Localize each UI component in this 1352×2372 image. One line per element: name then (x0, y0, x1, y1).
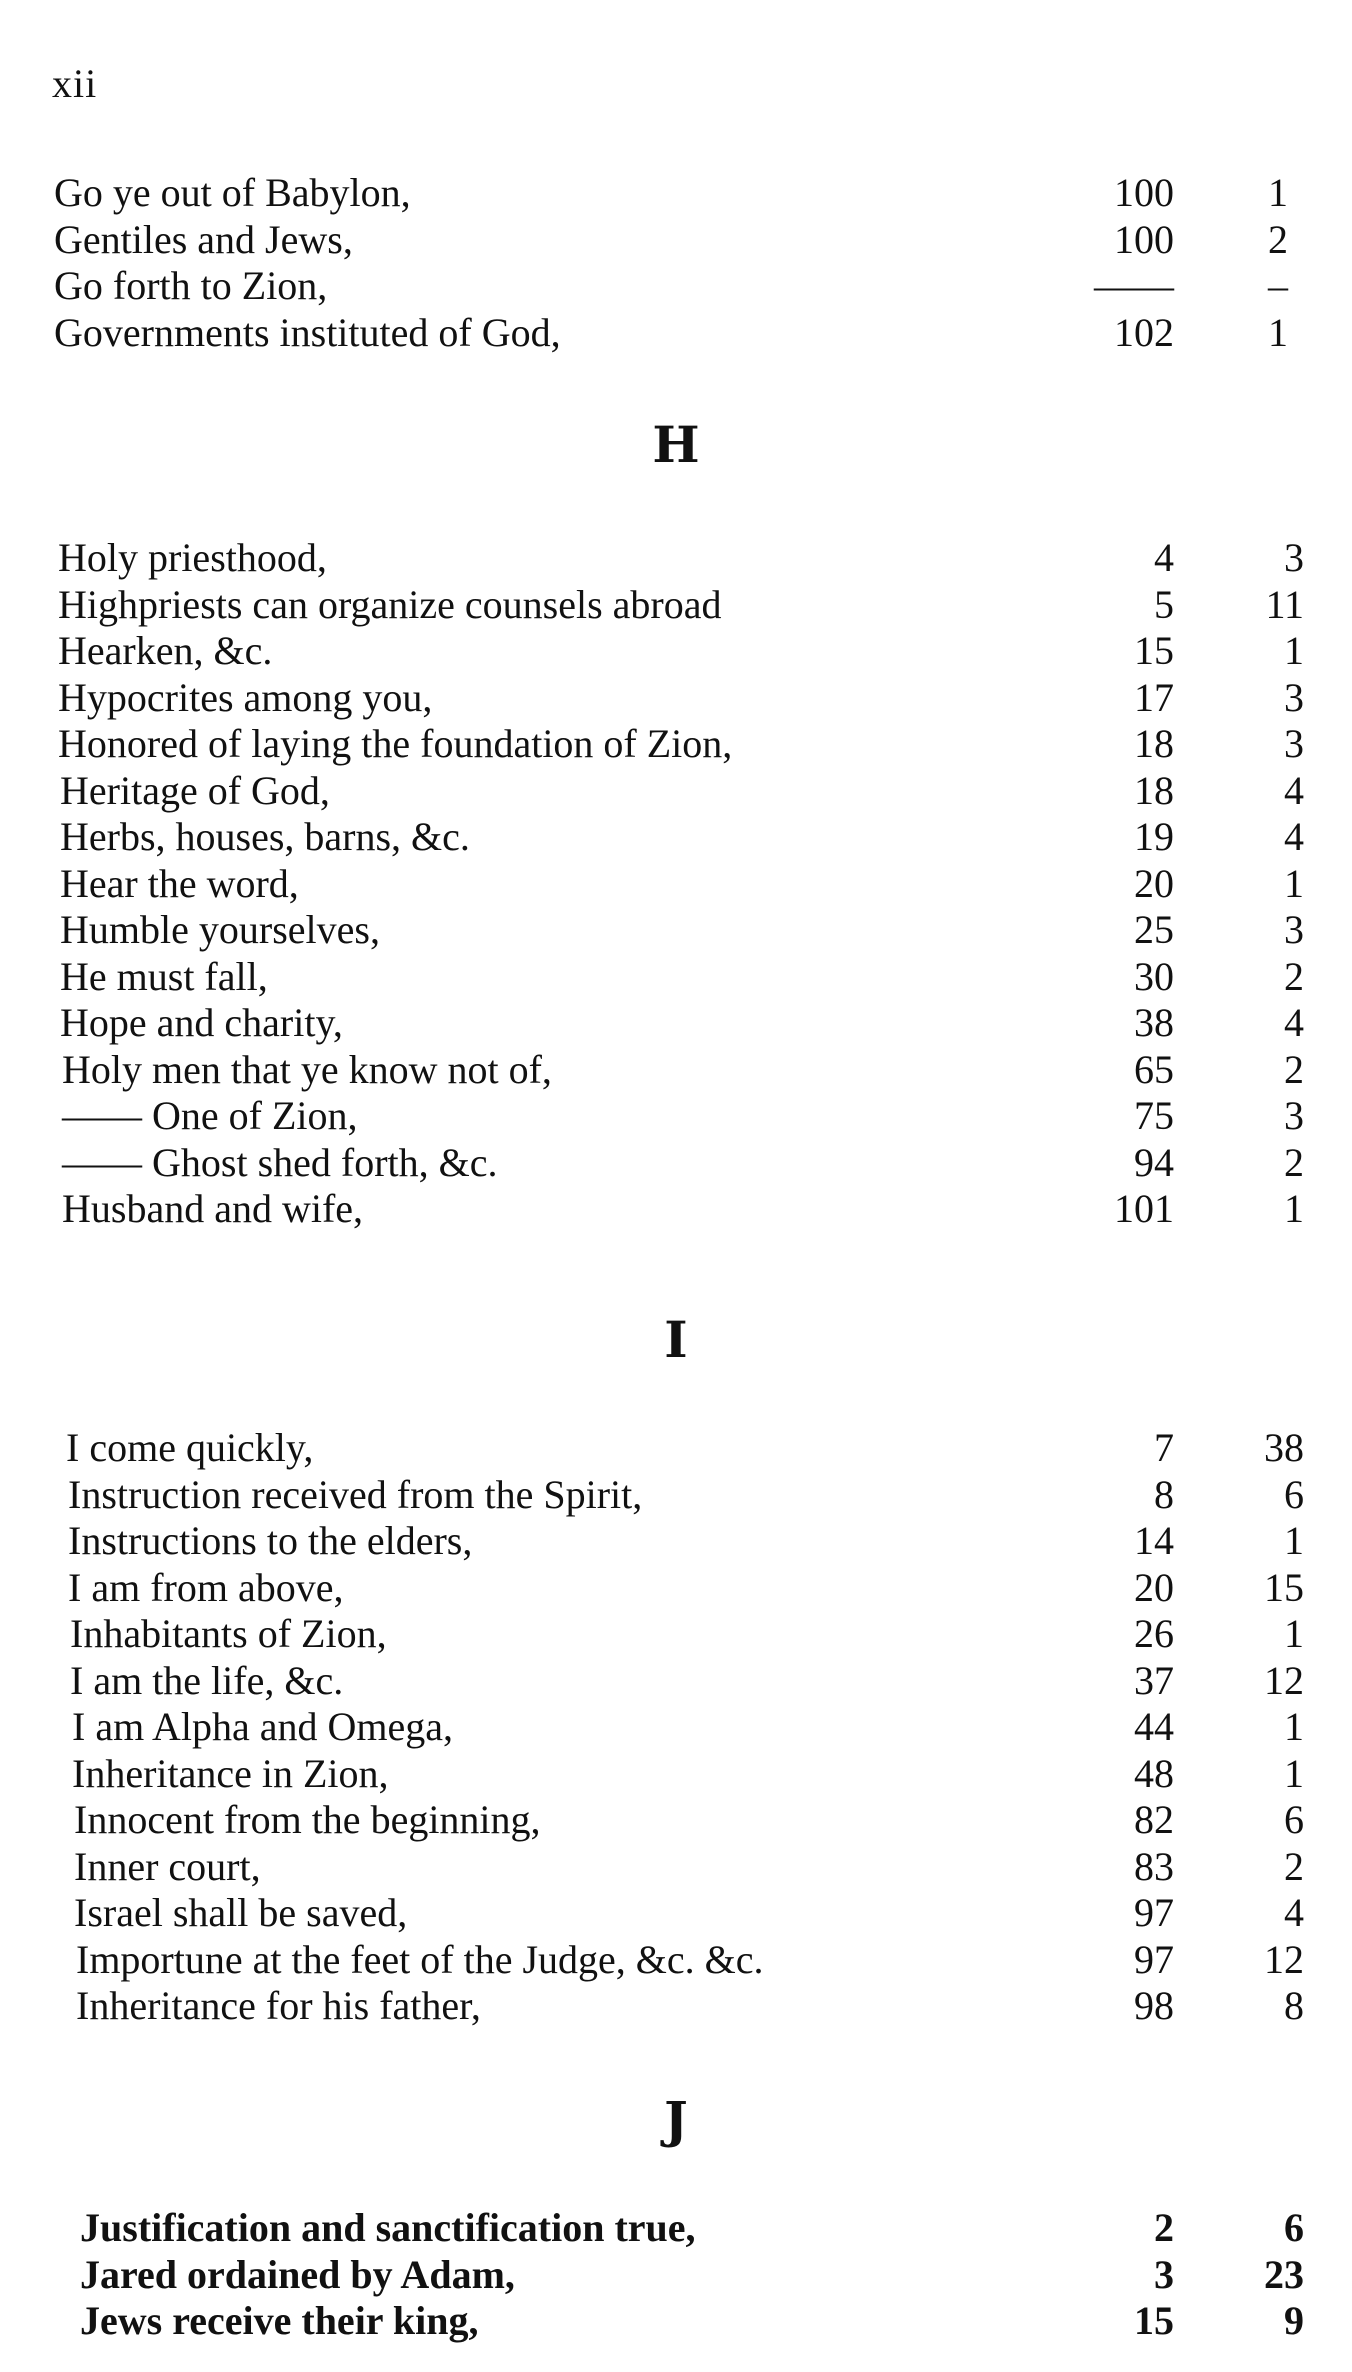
index-entry (0, 2252, 1352, 2299)
index-entry (0, 1937, 1352, 1984)
entry-verse: 3 (1284, 907, 1304, 952)
entry-page: 37 (1134, 1657, 1174, 1703)
section-heading-i: I (664, 1310, 688, 1369)
entry-text: Hearken, &c. (58, 628, 273, 673)
entry-page: 19 (1134, 814, 1174, 859)
entry-text: Go ye out of Babylon, (54, 170, 411, 215)
entry-verse: 1 (1268, 309, 1288, 355)
entry-page: 25 (1134, 907, 1174, 952)
entry-text: Jews receive their king, (80, 2298, 479, 2343)
entry-text: Jared ordained by Adam, (80, 2251, 515, 2297)
index-entry (0, 535, 1352, 582)
page-number: xii (52, 61, 98, 106)
entry-page: 97 (1134, 1890, 1174, 1935)
entry-verse: 6 (1284, 1471, 1304, 1517)
entry-verse: 3 (1284, 535, 1304, 580)
entry-text: Hope and charity, (60, 1000, 343, 1045)
entry-page: 3 (1154, 2251, 1174, 2297)
entry-verse: 2 (1268, 216, 1288, 262)
entry-verse: 12 (1264, 1657, 1304, 1703)
entry-page: 100 (1114, 216, 1174, 262)
index-entry (0, 1093, 1352, 1140)
index-entry (0, 1472, 1352, 1519)
entry-verse: 38 (1264, 1425, 1304, 1470)
entry-text: I am Alpha and Omega, (72, 1704, 453, 1749)
entry-text: —— Ghost shed forth, &c. (62, 1139, 498, 1185)
entry-text: I come quickly, (66, 1425, 314, 1470)
entry-page: 2 (1154, 2205, 1174, 2250)
entry-page: 30 (1134, 953, 1174, 999)
entry-verse: 9 (1284, 2298, 1304, 2343)
entry-verse: 15 (1264, 1564, 1304, 1610)
index-entry (0, 861, 1352, 908)
entry-page: 97 (1134, 1936, 1174, 1982)
entry-page: 83 (1134, 1843, 1174, 1889)
index-entry (0, 1000, 1352, 1047)
entry-verse: 23 (1264, 2251, 1304, 2297)
index-entry (0, 628, 1352, 675)
entry-page: 5 (1154, 581, 1174, 627)
entry-page: 15 (1134, 2298, 1174, 2343)
index-entry (0, 217, 1352, 264)
entry-page: 18 (1134, 767, 1174, 813)
entry-verse: 4 (1284, 1000, 1304, 1045)
index-entry (0, 1983, 1352, 2030)
entry-page: 101 (1114, 1186, 1174, 1231)
entry-page: —— (1094, 263, 1174, 308)
index-entry (0, 1140, 1352, 1187)
entry-page: 100 (1114, 170, 1174, 215)
entry-text: Hear the word, (60, 860, 299, 906)
entry-text: Inheritance for his father, (76, 1983, 481, 2028)
entry-verse: 4 (1284, 1890, 1304, 1935)
entry-verse: 6 (1284, 1797, 1304, 1842)
entry-text: Inheritance in Zion, (72, 1750, 389, 1796)
entry-text: Instruction received from the Spirit, (68, 1471, 643, 1517)
entry-verse: 2 (1284, 1046, 1304, 1092)
entry-page: 82 (1134, 1797, 1174, 1842)
entry-page: 20 (1134, 860, 1174, 906)
entry-text: Inner court, (74, 1843, 261, 1889)
entry-page: 102 (1114, 309, 1174, 355)
entry-page: 65 (1134, 1046, 1174, 1092)
entry-page: 18 (1134, 721, 1174, 766)
entry-verse: 1 (1284, 628, 1304, 673)
entry-verse: 1 (1284, 1750, 1304, 1796)
section-heading-j: J (664, 2090, 688, 2149)
index-entry (0, 1751, 1352, 1798)
index-entry (0, 582, 1352, 629)
entry-verse: 2 (1284, 1139, 1304, 1185)
index-entry (0, 954, 1352, 1001)
index-entry (0, 814, 1352, 861)
entry-verse: 2 (1284, 1843, 1304, 1889)
entry-text: Israel shall be saved, (74, 1890, 408, 1935)
index-entry (0, 170, 1352, 217)
entry-text: Holy priesthood, (58, 535, 327, 580)
entry-page: 8 (1154, 1471, 1174, 1517)
entry-page: 94 (1134, 1139, 1174, 1185)
entry-verse: 12 (1264, 1936, 1304, 1982)
section-g (0, 170, 1352, 356)
entry-verse: 1 (1268, 170, 1288, 215)
entry-page: 75 (1134, 1093, 1174, 1138)
entry-page: 48 (1134, 1750, 1174, 1796)
entry-text: Justification and sanctification true, (80, 2205, 696, 2250)
index-entry (0, 675, 1352, 722)
entry-verse: 6 (1284, 2205, 1304, 2250)
entry-text: Herbs, houses, barns, &c. (60, 814, 470, 859)
entry-verse: 3 (1284, 721, 1304, 766)
entry-verse: 3 (1284, 1093, 1304, 1138)
entry-verse: 1 (1284, 1518, 1304, 1563)
index-entry (0, 1565, 1352, 1612)
section-j (0, 2205, 1352, 2345)
index-entry (0, 1186, 1352, 1233)
entry-text: Highpriests can organize counsels abroad (58, 581, 722, 627)
entry-text: Husband and wife, (62, 1186, 364, 1231)
index-entry (0, 721, 1352, 768)
entry-verse: 2 (1284, 953, 1304, 999)
entry-verse: 11 (1265, 581, 1304, 627)
entry-text: Holy men that ye know not of, (62, 1046, 552, 1092)
index-entry (0, 310, 1352, 357)
entry-text: Innocent from the beginning, (74, 1797, 541, 1842)
entry-verse: 1 (1284, 1704, 1304, 1749)
entry-page: 7 (1154, 1425, 1174, 1470)
entry-text: Go forth to Zion, (54, 263, 328, 308)
entry-page: 17 (1134, 674, 1174, 720)
entry-verse: 4 (1284, 767, 1304, 813)
entry-verse: 1 (1284, 1611, 1304, 1656)
index-entry (0, 1518, 1352, 1565)
section-h (0, 535, 1352, 1233)
index-entry (0, 1844, 1352, 1891)
section-heading-h: H (652, 415, 700, 474)
entry-page: 20 (1134, 1564, 1174, 1610)
entry-verse: – (1268, 263, 1288, 308)
entry-text: Gentiles and Jews, (54, 216, 353, 262)
entry-text: Instructions to the elders, (68, 1518, 473, 1563)
entry-page: 26 (1134, 1611, 1174, 1656)
entry-text: —— One of Zion, (62, 1093, 358, 1138)
entry-page: 38 (1134, 1000, 1174, 1045)
entry-page: 98 (1134, 1983, 1174, 2028)
entry-text: Importune at the feet of the Judge, &c. &c. (76, 1936, 764, 1982)
index-entry (0, 1797, 1352, 1844)
index-entry (0, 1704, 1352, 1751)
index-entry (0, 768, 1352, 815)
entry-verse: 8 (1284, 1983, 1304, 2028)
entry-text: Inhabitants of Zion, (70, 1611, 387, 1656)
entry-text: He must fall, (60, 953, 268, 999)
entry-text: Hypocrites among you, (58, 674, 433, 720)
index-entry (0, 1658, 1352, 1705)
index-entry (0, 2298, 1352, 2345)
entry-text: Heritage of God, (60, 767, 330, 813)
index-entry (0, 2205, 1352, 2252)
index-entry (0, 907, 1352, 954)
entry-page: 44 (1134, 1704, 1174, 1749)
entry-verse: 1 (1284, 860, 1304, 906)
entry-verse: 4 (1284, 814, 1304, 859)
entry-page: 14 (1134, 1518, 1174, 1563)
entry-text: Honored of laying the foundation of Zion, (58, 721, 733, 766)
entry-text: Humble yourselves, (60, 907, 380, 952)
index-entry (0, 1611, 1352, 1658)
entry-verse: 1 (1284, 1186, 1304, 1231)
index-entry (0, 1047, 1352, 1094)
entry-verse: 3 (1284, 674, 1304, 720)
section-i (0, 1425, 1352, 2030)
entry-text: I am from above, (68, 1564, 344, 1610)
index-entry (0, 1425, 1352, 1472)
index-entry (0, 263, 1352, 310)
index-entry (0, 1890, 1352, 1937)
entry-text: Governments instituted of God, (54, 309, 561, 355)
entry-page: 4 (1154, 535, 1174, 580)
entry-page: 15 (1134, 628, 1174, 673)
entry-text: I am the life, &c. (70, 1657, 344, 1703)
